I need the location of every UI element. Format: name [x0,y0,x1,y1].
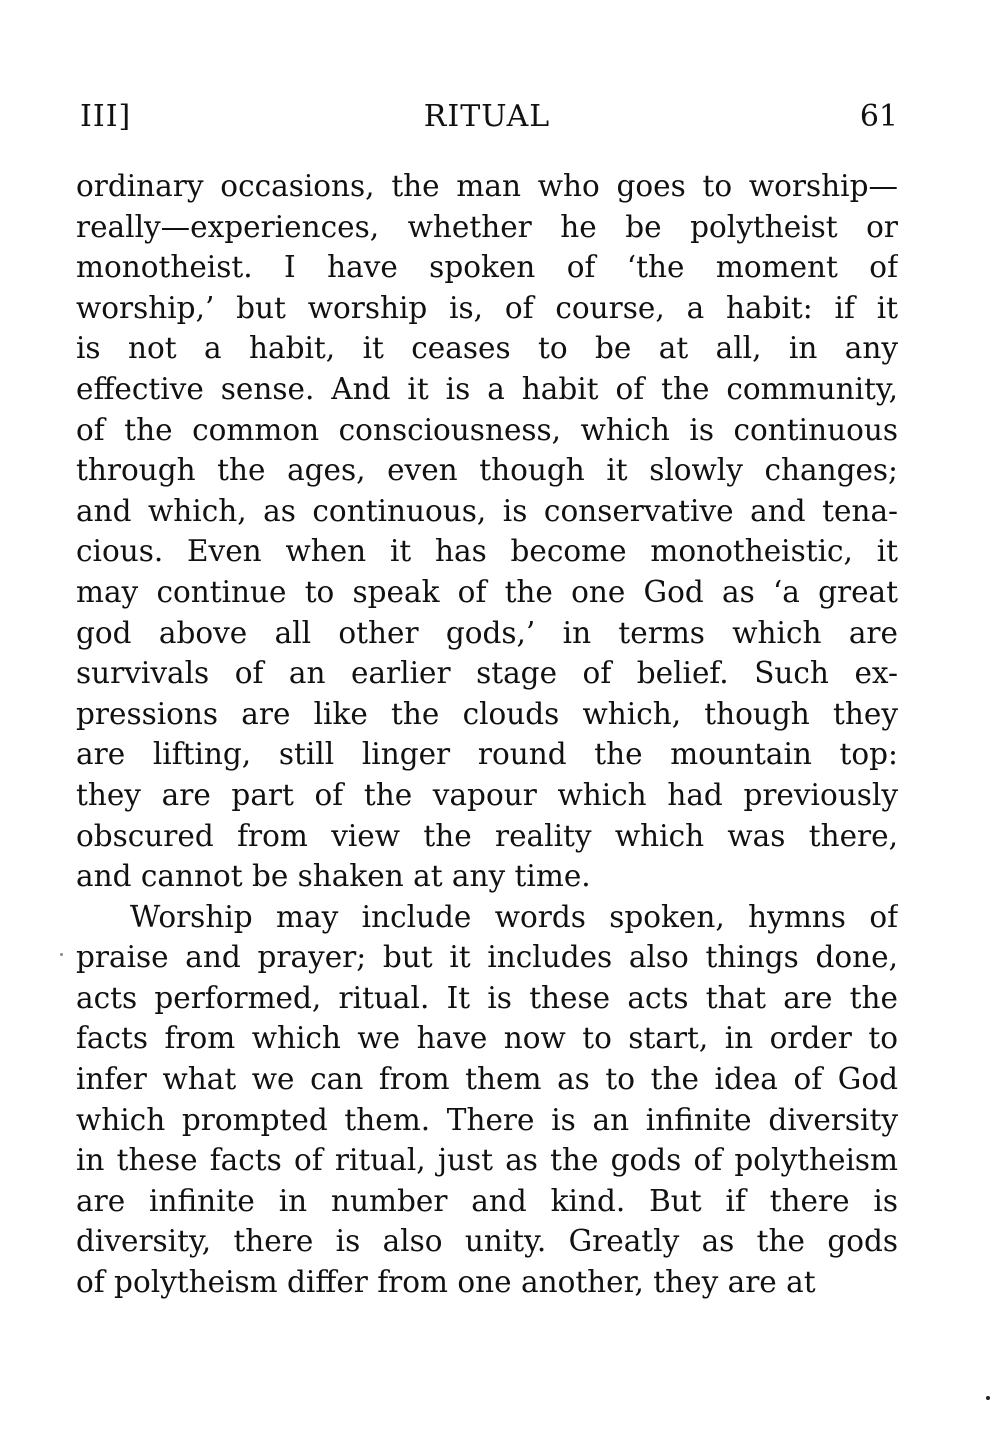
body-text [76,166,898,1303]
text-line: which prompted them. There is an infinite diversity [76,1102,898,1137]
paragraph [76,166,898,897]
text-line: acts performed, ritual. It is these acts that are the [76,980,898,1015]
paragraph [76,897,898,1303]
text-line: is not a habit, it ceases to be at all, in any [76,331,898,366]
chapter-number: III] [80,99,132,134]
text-line: cious. Even when it has become monotheistic, it [76,534,898,569]
text-line: worship,’ but worship is, of course, a habit: if it [76,290,898,325]
text-line: diversity, there is also unity. Greatly as the gods [76,1224,898,1259]
text-line: praise and prayer; but it includes also things done, [76,940,898,975]
text-line: they are part of the vapour which had previously [76,777,898,812]
text-line: of polytheism differ from one another, they are at [76,1265,816,1300]
text-line: pressions are like the clouds which, though they [76,696,898,731]
text-line: in these facts of ritual, just as the gods of polytheism [76,1143,898,1178]
text-line: monotheist. I have spoken of ‘the moment of [76,250,898,285]
text-line: and which, as continuous, is conservative and tena- [76,493,898,528]
text-line: and cannot be shaken at any time. [76,859,591,894]
text-line: god above all other gods,’ in terms which are [76,615,898,650]
text-line: really—experiences, whether he be polytheist or [76,209,898,244]
text-line: of the common consciousness, which is continuous [76,412,898,447]
text-line: ordinary occasions, the man who goes to worship— [76,169,898,203]
scan-speck [60,953,63,956]
text-line: are infinite in number and kind. But if there is [76,1183,898,1218]
chapter-title: RITUAL [423,99,551,134]
text-line: obscured from view the reality which was there, [76,818,898,853]
text-line: effective sense. And it is a habit of the community, [76,371,898,406]
text-line: Worship may include words spoken, hymns of [130,899,898,934]
text-line: through the ages, even though it slowly changes; [76,453,898,488]
page-number: 61 [859,99,898,134]
text-line: facts from which we have now to start, in order to [76,1021,898,1056]
text-line: infer what we can from them as to the idea of God [76,1062,898,1097]
text-line: may continue to speak of the one God as ‘a great [76,574,898,609]
text-line: are lifting, still linger round the mountain top: [76,737,898,772]
running-head [76,92,898,142]
text-line: survivals of an earlier stage of belief. Such ex- [76,656,898,691]
scan-speck [986,1396,990,1400]
